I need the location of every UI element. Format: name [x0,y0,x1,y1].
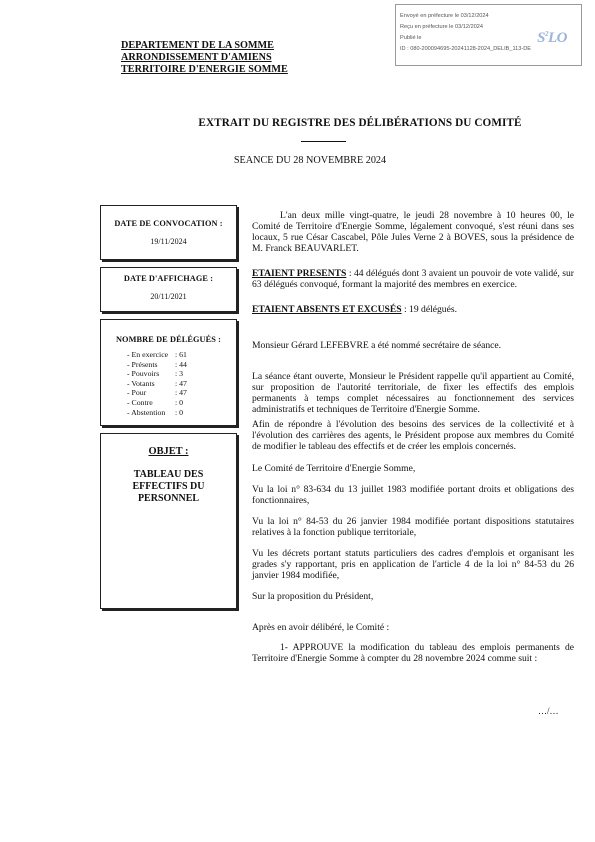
delegates-row: - Présents : 44 [127,359,187,369]
deliberation-body [252,210,574,664]
stamp-recu: Reçu en préfecture le 03/12/2024 [400,24,484,30]
convocation-label: DATE DE CONVOCATION : [114,219,223,228]
title-divider [301,141,346,142]
convocation-date: 19/11/2024 [150,237,187,246]
prefecture-stamp [395,4,582,66]
objet-box [100,433,237,609]
paragraph-proposition: Sur la proposition du Président, [252,591,374,602]
paragraph-opening: L'an deux mille vingt-quatre, le jeudi 28 novembre à 10 heures 00, le Comité de Territoire d'Energie Somme, légalement convoqué, s'est réuni dans ses locaux, 5 rue César Cascabel, Pôle Jules Verne 2 à BOVES, sous la présidence de M. Franck BEAUVARLET. [252,210,574,254]
stamp-publie: Publié le [400,35,422,41]
session-title: SEANCE DU 28 NOVEMBRE 2024 [233,155,387,166]
stamp-id: ID : 080-200094695-20241128-2024_DELIB_113-DE [400,46,532,52]
paragraph-comite: Le Comité de Territoire d'Energie Somme, [252,463,416,474]
header-arrondissement: ARRONDISSEMENT D'AMIENS [121,52,272,63]
paragraph-secretaire: Monsieur Gérard LEFEBVRE a été nommé secrétaire de séance. [252,340,502,351]
stamp-envoye: Envoyé en préfecture le 03/12/2024 [400,13,489,19]
left-column [100,205,237,609]
delegates-row: - En exercice : 61 [127,350,187,359]
paragraph-evolution: Afin de répondre à l'évolution des besoins des services de la collectivité et à l'évolution des carrières des agents, le Président propose aux membres du Comité de modifier le tableau des effectifs et de créer les emplois concernés. [252,419,574,452]
s2lo-logo: $S^2LO$ [537,30,567,46]
paragraph-loi-83: Vu la loi n° 83-634 du 13 juillet 1983 modifiée portant droits et obligations des fonctionnaires, [252,484,574,506]
objet-text: TABLEAU DES EFFECTIFS DU PERSONNEL [132,469,205,504]
header-territoire: TERRITOIRE D'ENERGIE SOMME [121,64,288,75]
convocation-box [100,205,237,260]
delegates-label: NOMBRE DE DÉLÉGUÉS : [115,335,222,344]
paragraph-absents: ETAIENT ABSENTS ET EXCUSÉS : 19 délégués. [252,304,457,315]
affichage-box [100,267,237,312]
delegates-list [127,350,236,417]
delegates-row: - Pour : 47 [127,388,187,398]
continuation-mark: …/… [538,706,559,716]
delegates-row: - Contre : 0 [127,397,184,407]
paragraph-approuve: 1- APPROUVE la modification du tableau des emplois permanents de Territoire d'Energie Somme à compter du 28 novembre 2024 comme suit : [252,642,574,664]
objet-label: OBJET : [148,446,189,457]
header-departement: DEPARTEMENT DE LA SOMME [121,40,274,51]
paragraph-seance-ouverte: La séance étant ouverte, Monsieur le Président rappelle qu'il appartient au Comité, sur proposition de l'autorité territoriale, de fixer les effectifs des emplois permanents à temps complet nécessaires au fonctionnement des services administratifs et techniques de Territoire d'Energie Somme. [252,371,574,415]
paragraph-loi-84: Vu la loi n° 84-53 du 26 janvier 1984 modifiée portant dispositions statutaires relatives à la fonction publique territoriale, [252,516,574,538]
delegates-row: - Votants : 47 [127,378,187,388]
administrative-header [121,40,288,76]
delegates-row: - Abstention : 0 [127,407,184,417]
paragraph-presents: ETAIENT PRESENTS : 44 délégués dont 3 avaient un pouvoir de vote validé, sur 63 délégués convoqué, formant la majorité des membres en exercice. [252,268,574,290]
paragraph-decrets: Vu les décrets portant statuts particuliers des cadres d'emplois et organisant les grades s'y rapportant, pris en application de l'article 4 de la loi n° 84-53 du 26 janvier 1984 modifiée, [252,548,574,581]
delegates-row: - Pouvoirs : 3 [127,369,184,379]
paragraph-delibere: Après en avoir délibéré, le Comité : [252,622,390,633]
affichage-label: DATE D'AFFICHAGE : [123,274,214,283]
affichage-date: 20/11/2021 [150,292,187,301]
delegates-box [100,319,237,426]
document-title: EXTRAIT DU REGISTRE DES DÉLIBÉRATIONS DU COMITÉ [198,117,522,129]
